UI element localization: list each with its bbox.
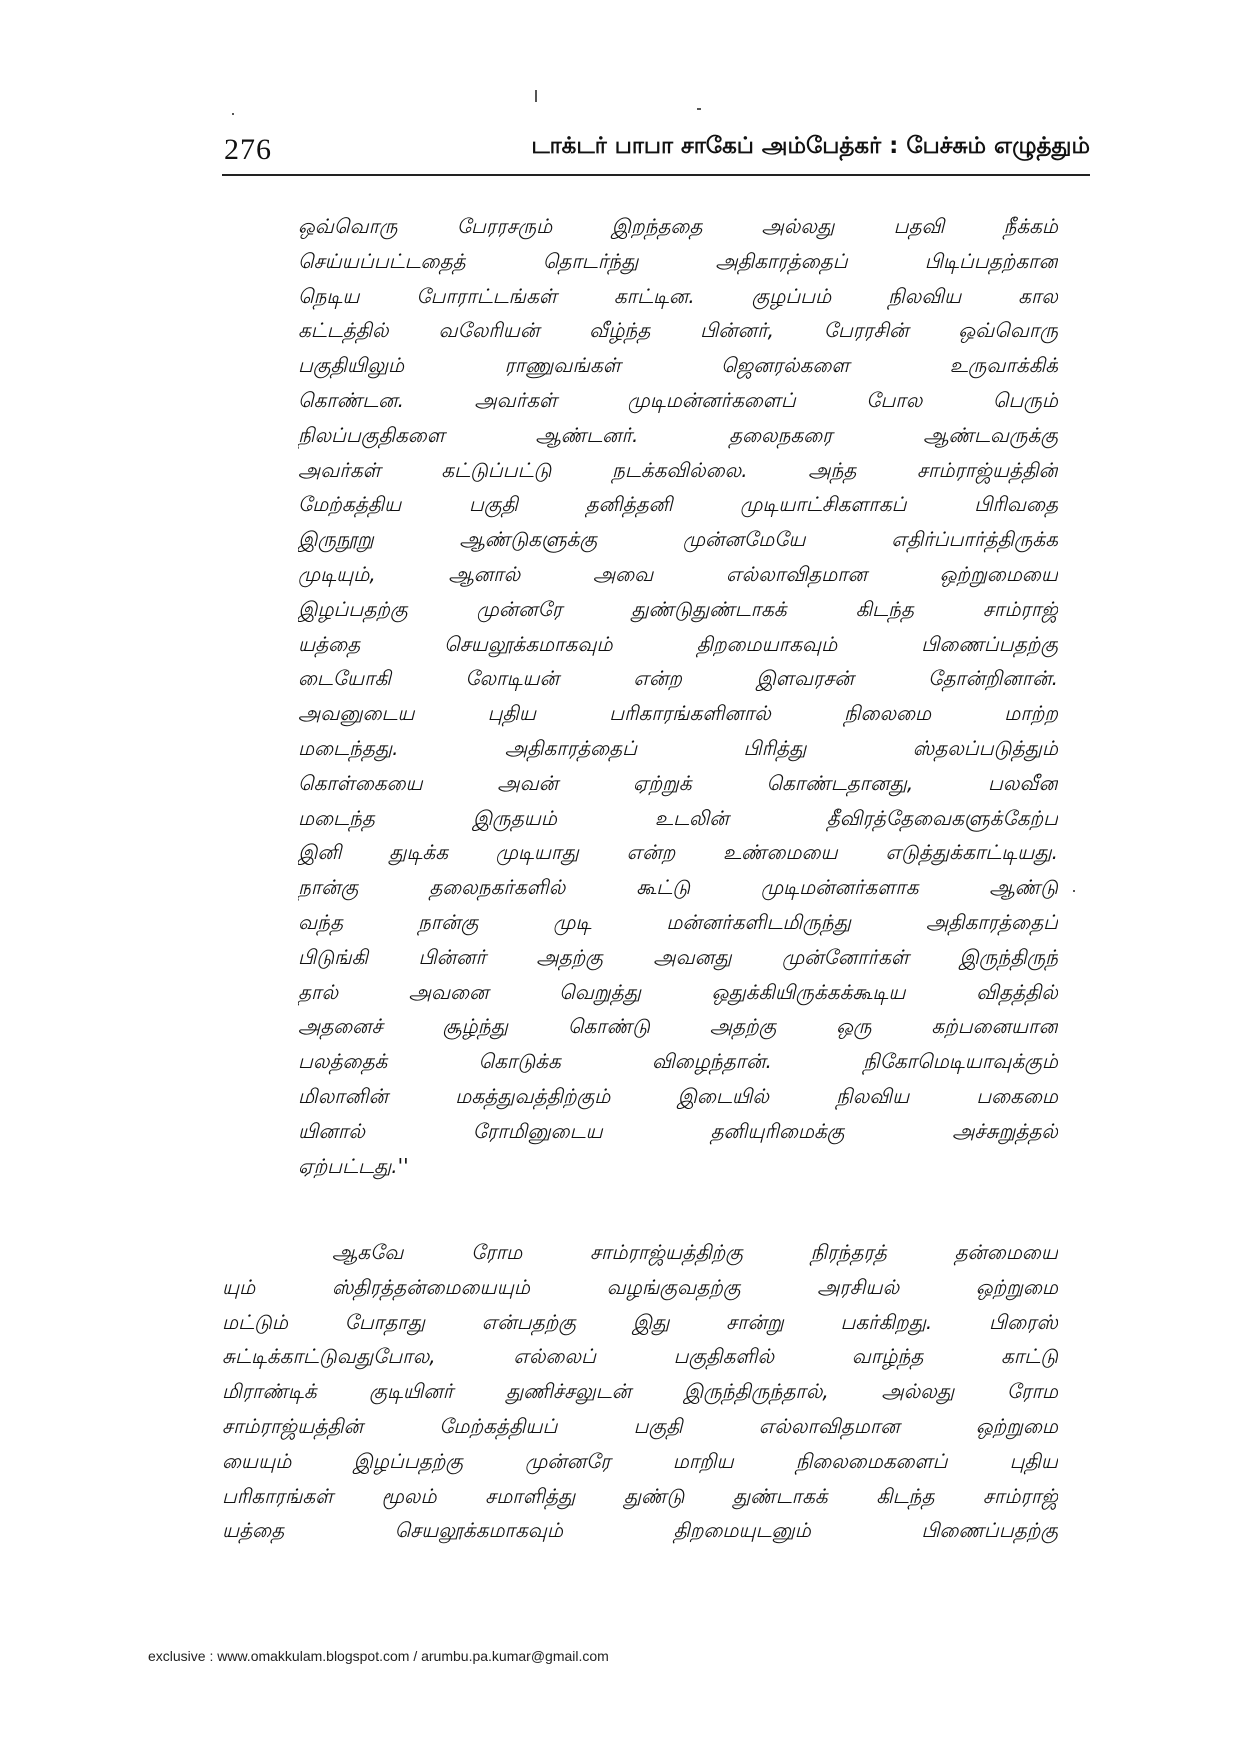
quote-line: இழப்பதற்கு முன்னரே துண்டுதுண்டாகக் கிடந்த சாம்ராஜ் <box>298 596 1058 621</box>
quote-line: அவர்கள் கட்டுப்பட்டு நடக்கவில்லை. அந்த சாம்ராஜ்யத்தின் <box>298 457 1058 482</box>
running-title: டாக்டர் பாபா சாகேப் அம்பேத்கர் : பேச்சும் எழுத்தும் <box>531 133 1090 159</box>
quote-line: இருநூறு ஆண்டுகளுக்கு முன்னமேயே எதிர்ப்பார்த்திருக்க <box>298 527 1058 552</box>
quote-block <box>298 209 1058 1183</box>
quote-line: நான்கு தலைநகர்களில் கூட்டு முடிமன்னர்களாக ஆண்டு <box>298 875 1058 900</box>
quote-line: யினால் ரோமினுடைய தனியுரிமைக்கு அச்சுறுத்தல் <box>298 1118 1058 1143</box>
quote-line: நிலப்பகுதிகளை ஆண்டனர். தலைநகரை ஆண்டவருக்கு <box>298 422 1058 447</box>
footer-credit: exclusive : www.omakkulam.blogspot.com / arumbu.pa.kumar@gmail.com <box>148 1648 609 1664</box>
quote-line: பலத்தைக் கொடுக்க விழைந்தான். நிகோமெடியாவுக்கும் <box>298 1049 1058 1074</box>
paragraph-line: யையும் இழப்பதற்கு முன்னரே மாறிய நிலைமைகளைப் புதிய <box>222 1448 1058 1473</box>
header-rule <box>222 174 1090 176</box>
quote-line: முடியும், ஆனால் அவை எல்லாவிதமான ஒற்றுமையை <box>298 561 1058 586</box>
paragraph-line: ஆகவே ரோம சாம்ராஜ்யத்திற்கு நிரந்தரத் தன்மையை <box>332 1240 1058 1264</box>
scan-speck <box>232 113 234 115</box>
paragraph-line: சுட்டிக்காட்டுவதுபோல, எல்லைப் பகுதிகளில் வாழ்ந்த காட்டு <box>222 1344 1058 1369</box>
scan-speck <box>535 90 537 102</box>
paragraph-line: யும் ஸ்திரத்தன்மையையும் வழங்குவதற்கு அரசியல் ஒற்றுமை <box>222 1274 1058 1299</box>
quote-line: ஏற்பட்டது.'' <box>298 1153 409 1178</box>
paragraph-line: மிராண்டிக் குடியினர் துணிச்சலுடன் இருந்திருந்தால், அல்லது ரோம <box>222 1379 1058 1404</box>
quote-line: அதனைச் சூழ்ந்து கொண்டு அதற்கு ஒரு கற்பனையான <box>298 1014 1058 1039</box>
quote-line: கொண்டன. அவர்கள் முடிமன்னர்களைப் போல பெரும் <box>298 387 1058 412</box>
quote-line: மடைந்தது. அதிகாரத்தைப் பிரித்து ஸ்தலப்படுத்தும் <box>298 735 1058 760</box>
quote-line: பிடுங்கி பின்னர் அதற்கு அவனது முன்னோர்கள் இருந்திருந் <box>298 944 1058 969</box>
quote-line: மடைந்த இருதயம் உடலின் தீவிரத்தேவைகளுக்கேற்ப <box>298 805 1058 830</box>
quote-line: கொள்கையை அவன் ஏற்றுக் கொண்டதானது, பலவீன <box>298 770 1058 795</box>
quote-line: கட்டத்தில் வலேரியன் வீழ்ந்த பின்னர், பேரரசின் ஒவ்வொரு <box>298 318 1058 343</box>
quote-line: டையோகி லோடியன் என்ற இளவரசன் தோன்றினான். <box>298 666 1058 691</box>
quote-line: மிலானின் மகத்துவத்திற்கும் இடையில் நிலவிய பகைமை <box>298 1083 1058 1108</box>
paragraph-line: சாம்ராஜ்யத்தின் மேற்கத்தியப் பகுதி எல்லாவிதமான ஒற்றுமை <box>222 1413 1058 1438</box>
paragraph-line: மட்டும் போதாது என்பதற்கு இது சான்று பகர்கிறது. பிரைஸ் <box>222 1309 1058 1334</box>
paragraph-line: யத்தை செயலூக்கமாகவும் திறமையுடனும் பிணைப்பதற்கு <box>222 1518 1058 1543</box>
quote-line: தால் அவனை வெறுத்து ஒதுக்கியிருக்கக்கூடிய விதத்தில் <box>298 979 1058 1004</box>
quote-line: செய்யப்பட்டதைத் தொடர்ந்து அதிகாரத்தைப் பிடிப்பதற்கான <box>298 248 1058 273</box>
scan-speck <box>1073 890 1075 892</box>
paragraph-line: பரிகாரங்கள் மூலம் சமாளித்து துண்டு துண்டாகக் கிடந்த சாம்ராஜ் <box>222 1483 1058 1508</box>
quote-line: வந்த நான்கு முடி மன்னர்களிடமிருந்து அதிகாரத்தைப் <box>298 909 1058 934</box>
quote-line: நெடிய போராட்டங்கள் காட்டின. குழப்பம் நிலவிய கால <box>298 283 1058 308</box>
quote-line: ஒவ்வொரு பேரரசரும் இறந்ததை அல்லது பதவி நீக்கம் <box>298 214 1058 238</box>
quote-line: பகுதியிலும் ராணுவங்கள் ஜெனரல்களை உருவாக்கிக் <box>298 353 1058 378</box>
page-number: 276 <box>224 133 272 166</box>
body-paragraph <box>222 1235 1058 1548</box>
quote-line: மேற்கத்திய பகுதி தனித்தனி முடியாட்சிகளாகப் பிரிவதை <box>298 492 1058 517</box>
quote-line: அவனுடைய புதிய பரிகாரங்களினால் நிலைமை மாற்ற <box>298 701 1058 726</box>
quote-line: இனி துடிக்க முடியாது என்ற உண்மையை எடுத்துக்காட்டியது. <box>298 840 1058 865</box>
scan-speck <box>697 108 701 110</box>
quote-line: யத்தை செயலூக்கமாகவும் திறமையாகவும் பிணைப்பதற்கு <box>298 631 1058 656</box>
